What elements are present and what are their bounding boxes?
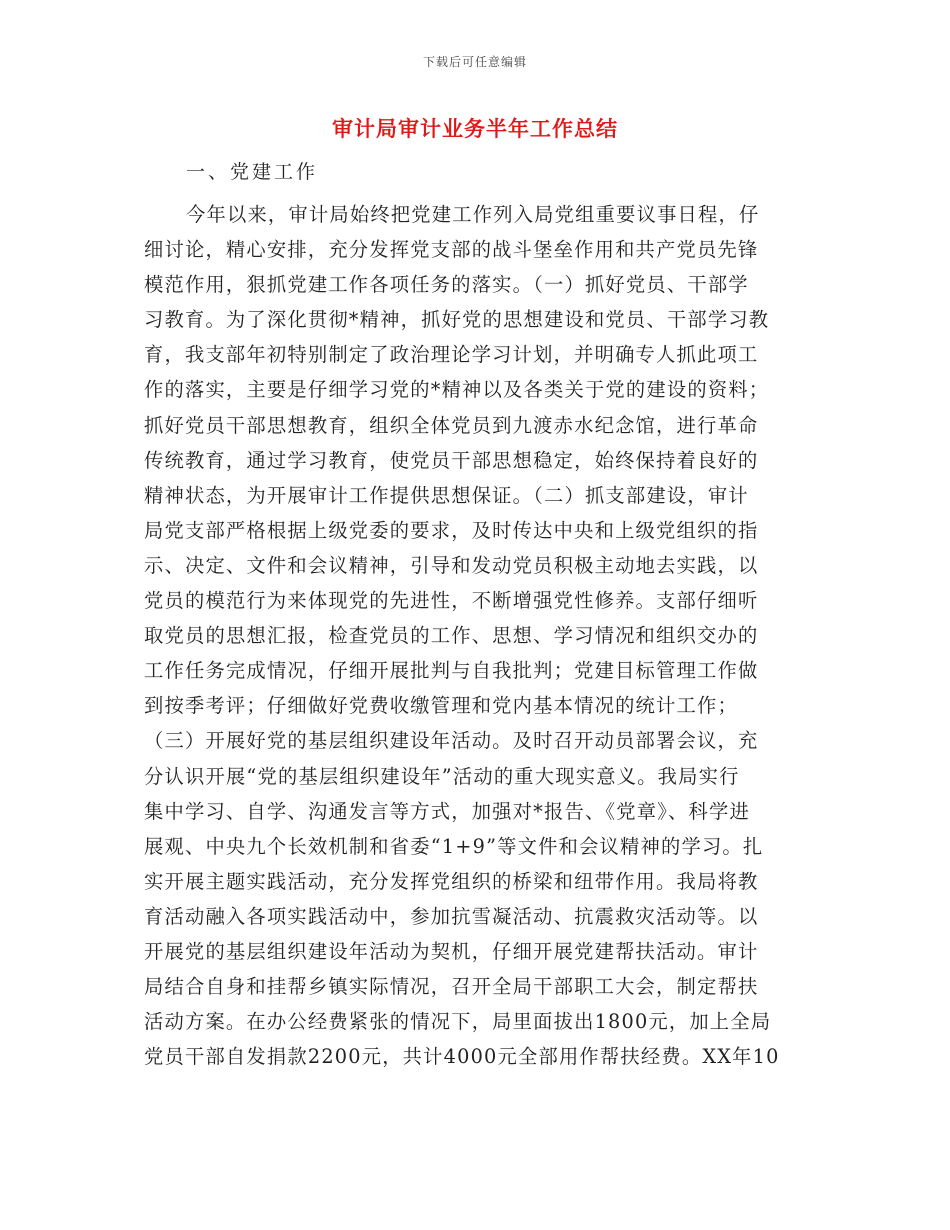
paragraph-line: 传统教育，通过学习教育，使党员干部思想稳定，始终保持着良好的 [144, 448, 759, 472]
paragraph-line: 今年以来，审计局始终把党建工作列入局党组重要议事日程，仔 [186, 203, 760, 226]
body-paragraph [144, 197, 804, 1074]
paragraph-line: 育，我支部年初特别制定了政治理论学习计划，并明确专人抓此项工 [144, 343, 759, 367]
paragraph-line: 分认识开展“党的基层组织建设年”活动的重大现实意义。我局实行 [144, 764, 740, 788]
paragraph-line: 到按季考评；仔细做好党费收缴管理和党内基本情况的统计工作； [144, 694, 738, 718]
paragraph-line: 工作任务完成情况，仔细开展批判与自我批判；党建目标管理工作做 [144, 659, 759, 683]
paragraph-line: 示、决定、文件和会议精神，引导和发动党员积极主动地去实践，以 [144, 553, 759, 577]
paragraph-line: 育活动融入各项实践活动中，参加抗雪凝活动、抗震救灾活动等。以 [144, 904, 759, 928]
paragraph-line: 局结合自身和挂帮乡镇实际情况，召开全局干部职工大会，制定帮扶 [144, 975, 759, 999]
paragraph-line: 取党员的思想汇报，检查党员的工作、思想、学习情况和组织交办的 [144, 624, 759, 648]
paragraph-line: 展观、中央九个长效机制和省委“1+9”等文件和会议精神的学习。扎 [144, 834, 764, 858]
header-note: 下载后可任意编辑 [422, 55, 527, 69]
paragraph-line: 作的落实，主要是仔细学习党的*精神以及各类关于党的建设的资料； [144, 378, 770, 402]
paragraph-line: 精神状态，为开展审计工作提供思想保证。（二）抓支部建设，审计 [144, 483, 749, 507]
paragraph-line: 抓好党员干部思想教育，组织全体党员到九渡赤水纪念馆，进行革命 [144, 413, 759, 437]
paragraph-line: 开展党的基层组织建设年活动为契机，仔细开展党建帮扶活动。审计 [144, 939, 759, 963]
paragraph-line: （三）开展好党的基层组织建设年活动。及时召开动员部署会议，充 [144, 729, 759, 753]
paragraph-line: 模范作用，狠抓党建工作各项任务的落实。（一）抓好党员、干部学 [144, 273, 749, 297]
document-title: 审计局审计业务半年工作总结 [332, 117, 618, 141]
paragraph-line: 集中学习、自学、沟通发言等方式，加强对*报告、《党章》、科学进 [144, 799, 750, 823]
paragraph-line: 局党支部严格根据上级党委的要求，及时传达中央和上级党组织的指 [144, 518, 759, 542]
paragraph-line: 活动方案。在办公经费紧张的情况下，局里面拔出1800元，加上全局 [144, 1010, 772, 1034]
paragraph-line: 习教育。为了深化贯彻*精神，抓好党的思想建设和党员、干部学习教 [144, 308, 770, 332]
section-heading: 一、党建工作 [186, 161, 319, 183]
paragraph-line: 党员的模范行为来体现党的先进性，不断增强党性修养。支部仔细听 [144, 589, 759, 613]
paragraph-line: 细讨论，精心安排，充分发挥党支部的战斗堡垒作用和共产党员先锋 [144, 238, 759, 262]
paragraph-line: 党员干部自发捐款2200元，共计4000元全部用作帮扶经费。XX年10 [144, 1045, 780, 1069]
paragraph-line: 实开展主题实践活动，充分发挥党组织的桥梁和纽带作用。我局将教 [144, 869, 759, 893]
